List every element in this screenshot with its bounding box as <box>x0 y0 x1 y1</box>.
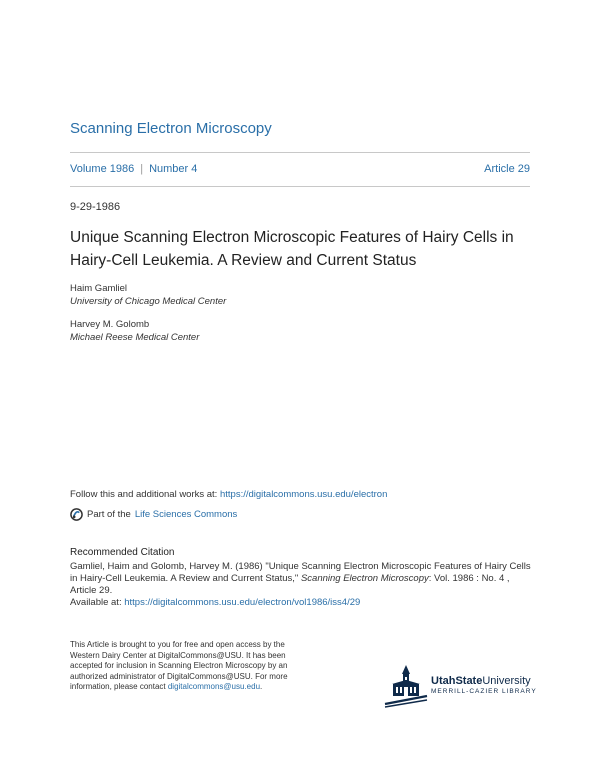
contact-email-link[interactable]: digitalcommons@usu.edu <box>167 682 261 691</box>
logo-name-thin: University <box>482 675 531 687</box>
logo-library-name: MERRILL-CAZIER LIBRARY <box>431 688 537 695</box>
author-affiliation: Michael Reese Medical Center <box>70 332 200 343</box>
citation-heading: Recommended Citation <box>70 547 175 558</box>
commons-link[interactable]: Life Sciences Commons <box>134 509 238 520</box>
available-link[interactable]: https://digitalcommons.usu.edu/electron/vol1986/iss4/29 <box>124 597 361 608</box>
publication-date: 9-29-1986 <box>70 201 121 213</box>
old-main-tower-icon <box>383 662 429 708</box>
citation-text-after: : Vol. 1986 : No. 4 , Article 29. <box>70 573 510 596</box>
author-entry <box>70 282 226 308</box>
citation-journal: Scanning Electron Microscopy <box>300 573 429 584</box>
follow-line <box>70 489 387 500</box>
access-notice <box>70 640 295 693</box>
follow-link[interactable]: https://digitalcommons.usu.edu/electron <box>219 489 388 500</box>
follow-prefix: Follow this and additional works at: <box>70 489 220 500</box>
volume-link[interactable]: Volume 1986 <box>70 163 135 175</box>
author-affiliation: University of Chicago Medical Center <box>70 296 227 307</box>
notice-suffix: . <box>260 682 263 691</box>
citation-available <box>70 597 535 609</box>
issue-left <box>70 163 197 175</box>
issue-row <box>70 163 530 175</box>
issue-separator: | <box>140 163 144 175</box>
number-link[interactable]: Number 4 <box>149 163 198 175</box>
article-number-link[interactable]: Article 29 <box>484 163 530 175</box>
author-list <box>70 282 226 354</box>
logo-text <box>431 675 537 695</box>
journal-title[interactable]: Scanning Electron Microscopy <box>70 120 272 137</box>
logo-university-name <box>431 675 537 687</box>
notice-text: This Article is brought to you for free and open access by the Western Dairy Center at DigitalCommons@USU. It has been accepted for inclusion in Scanning Electron Microscopy by an authorized administrator of DigitalCommons@USU. For more information, please contact <box>70 640 288 691</box>
recommended-citation <box>70 547 535 609</box>
author-name: Harvey M. Golomb <box>70 319 150 330</box>
author-entry <box>70 318 226 344</box>
commons-line <box>70 508 237 521</box>
citation-text <box>70 561 535 597</box>
top-divider <box>70 152 530 153</box>
logo-name-bold: UtahState <box>431 675 483 687</box>
citation-text-before: Gamliel, Haim and Golomb, Harvey M. (1986) "Unique Scanning Electron Microscopic Features of Hairy Cells in Hairy-Cell Leukemia. A Review and Current Status," <box>70 561 531 584</box>
article-title: Unique Scanning Electron Microscopic Features of Hairy Cells in Hairy-Cell Leukemia. A Review and Current Status <box>70 229 514 269</box>
usu-library-logo <box>383 660 543 710</box>
bottom-divider <box>70 186 530 187</box>
commons-icon <box>70 508 83 521</box>
available-prefix: Available at: <box>70 597 125 608</box>
author-name: Haim Gamliel <box>70 283 128 294</box>
commons-prefix: Part of the <box>87 509 131 520</box>
